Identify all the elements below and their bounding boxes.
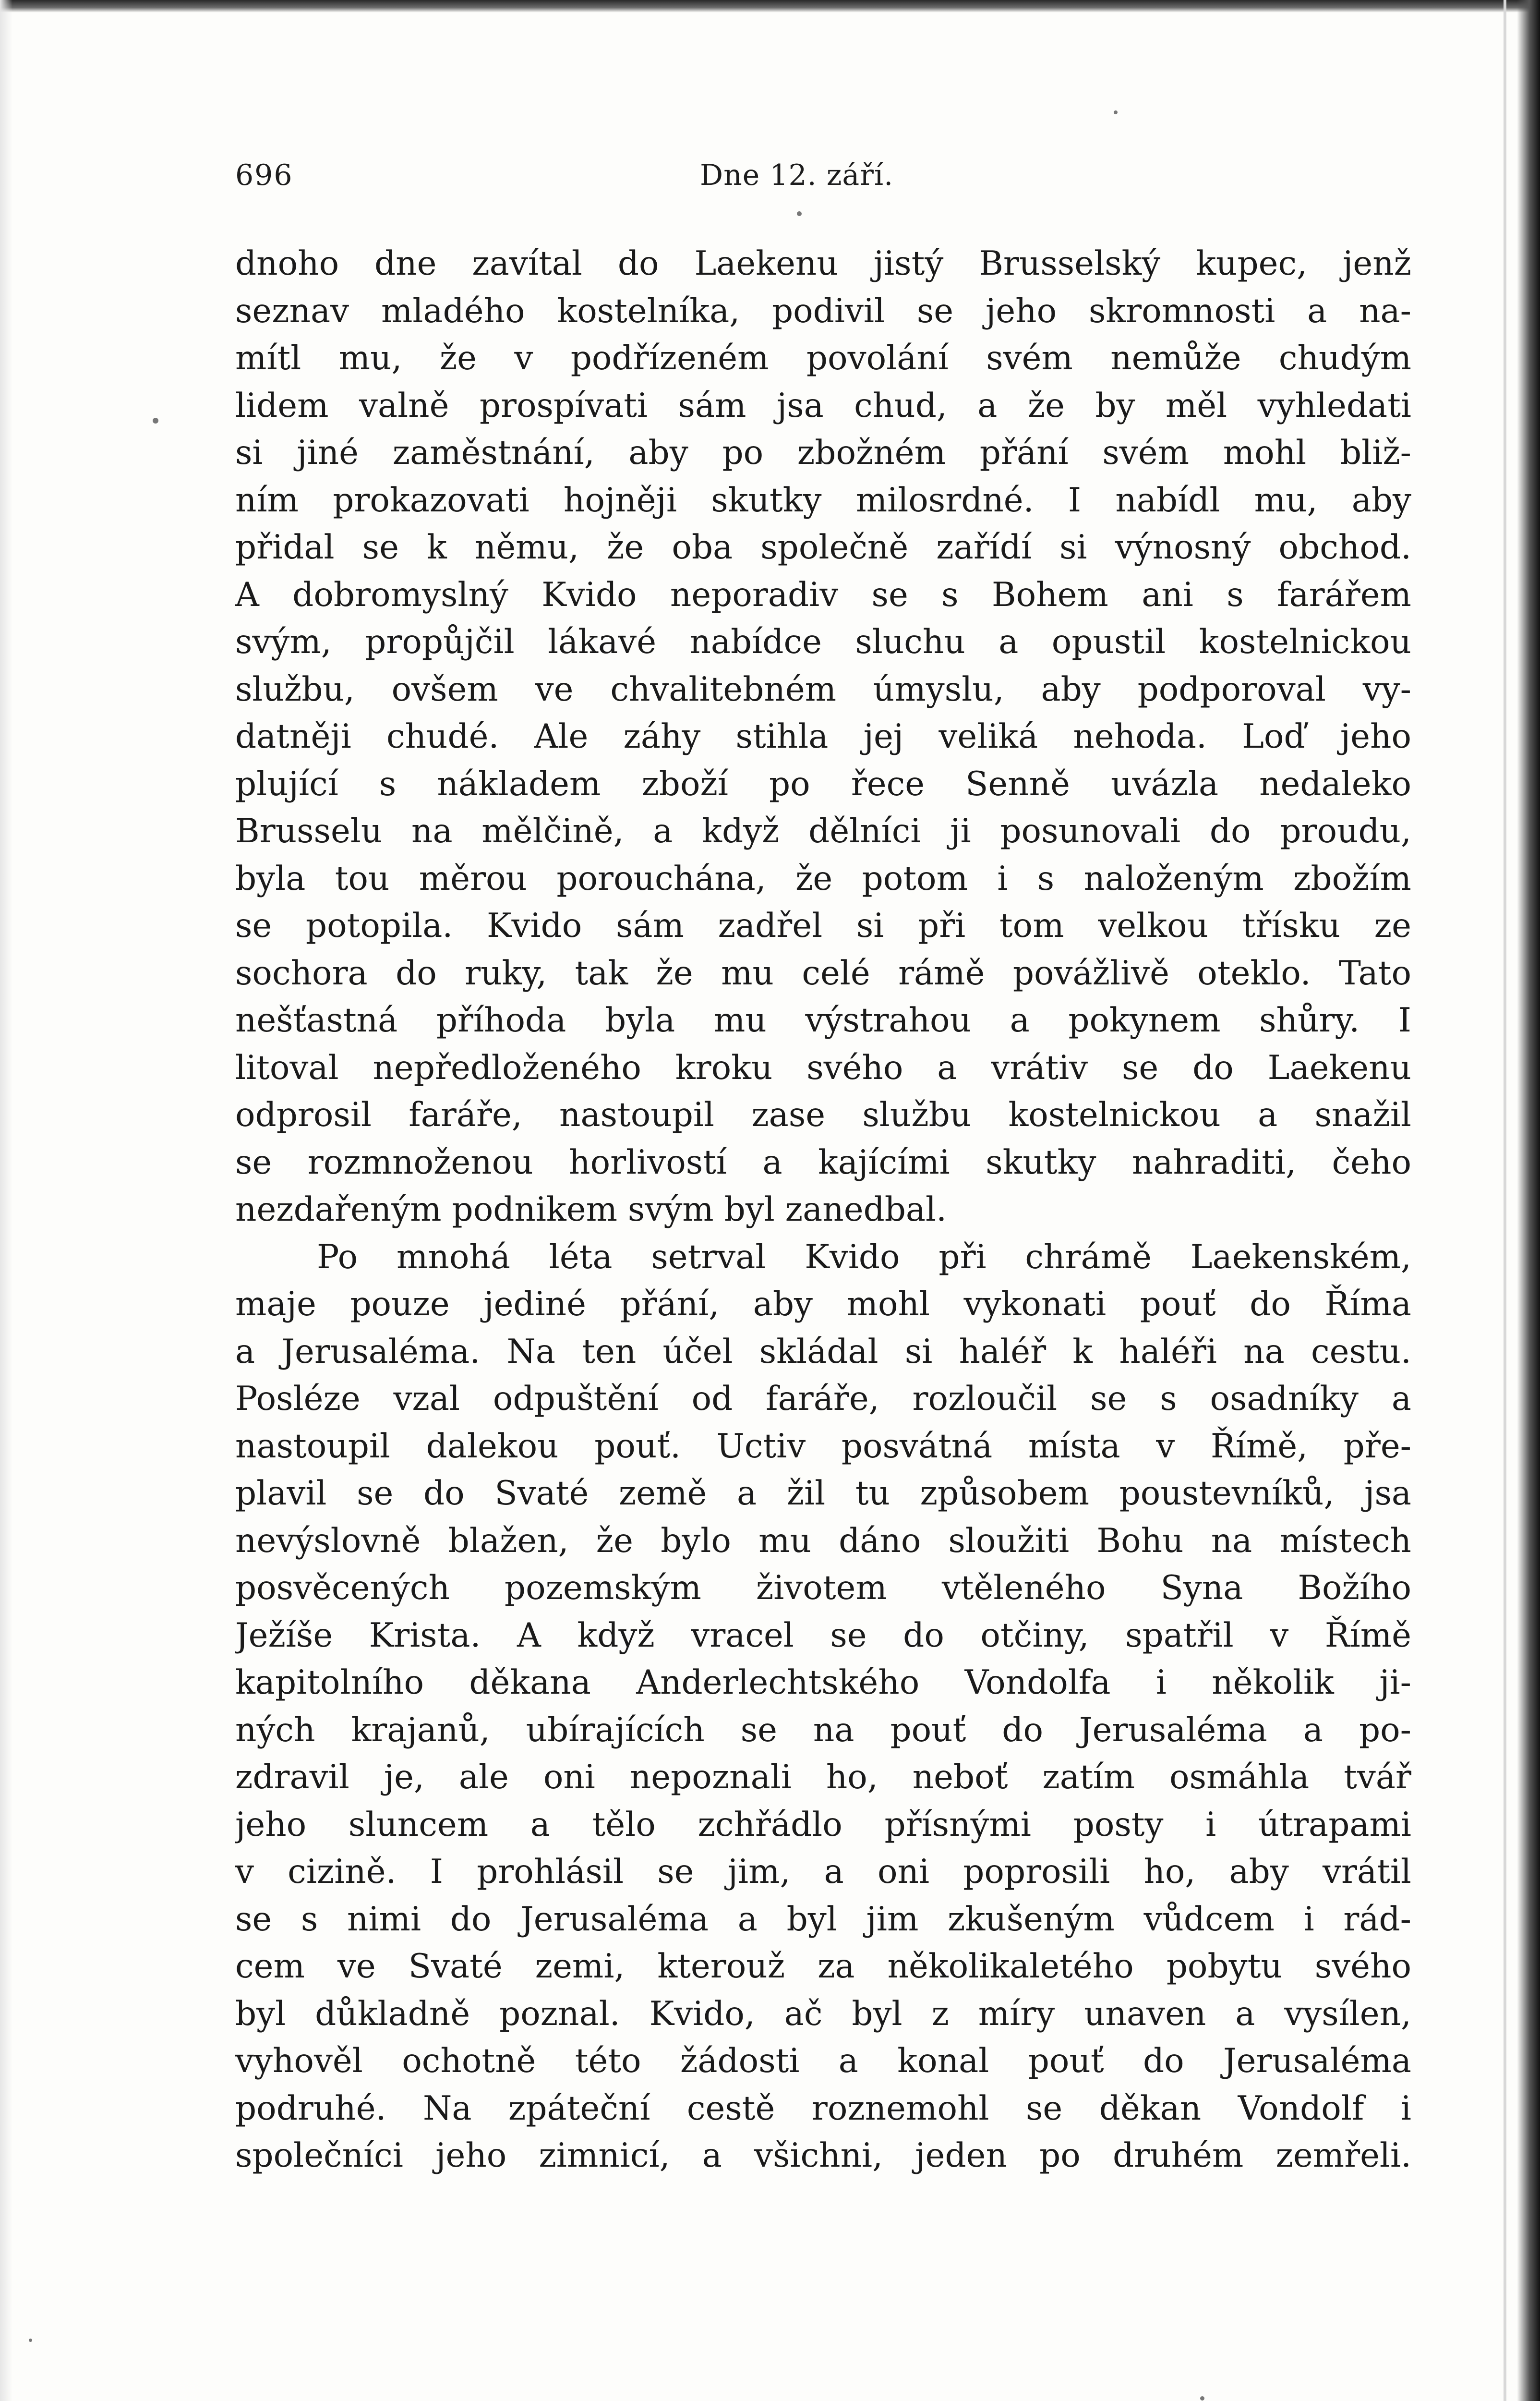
text-line: si jiné zaměstnání, aby po zbožném přání svém mohl bliž-: [235, 434, 1411, 472]
text-line: kapitolního děkana Anderlechtského Vondolfa i několik ji-: [235, 1663, 1411, 1702]
scan-speck: [1114, 110, 1118, 114]
scan-speck: [29, 2339, 32, 2342]
text-line: byla tou měrou porouchána, že potom i s naloženým zbožím: [235, 859, 1411, 898]
scan-edge-top: [0, 0, 1540, 12]
text-line: lidem valně prospívati sám jsa chud, a že by měl vyhledati: [235, 386, 1411, 425]
text-line: a Jerusaléma. Na ten účel skládal si haléř k haléři na cestu.: [235, 1332, 1411, 1371]
text-line: nevýslovně blažen, že bylo mu dáno sloužiti Bohu na místech: [235, 1521, 1411, 1560]
text-line: přidal se k němu, že oba společně zařídí si výnosný obchod.: [235, 528, 1411, 567]
scan-edge-right-inner: [1504, 0, 1506, 2401]
paragraph-first-line: Po mnohá léta setrval Kvido při chrámě Laekenském,: [317, 1237, 1411, 1276]
text-line: se potopila. Kvido sám zadřel si při tom velkou třísku ze: [235, 907, 1411, 945]
text-line: sochora do ruky, tak že mu celé rámě povážlivě oteklo. Tato: [235, 954, 1411, 993]
text-line: ných krajanů, ubírajících se na pouť do Jerusaléma a po-: [235, 1710, 1411, 1749]
text-line: plavil se do Svaté země a žil tu způsobem poustevníků, jsa: [235, 1474, 1411, 1513]
text-line: datněji chudé. Ale záhy stihla jej veliká nehoda. Loď jeho: [235, 717, 1411, 756]
body-text: [235, 240, 1411, 2180]
text-line: Posléze vzal odpuštění od faráře, rozloučil se s osadníky a: [235, 1380, 1411, 1418]
text-line: se rozmnoženou horlivostí a kajícími skutky nahraditi, čeho: [235, 1143, 1411, 1182]
text-line: svým, propůjčil lákavé nabídce sluchu a opustil kostelnickou: [235, 623, 1411, 661]
text-line: vyhověl ochotně této žádosti a konal pouť do Jerusaléma: [235, 2042, 1411, 2080]
text-line: v cizině. I prohlásil se jim, a oni poprosili ho, aby vrátil: [235, 1853, 1411, 1891]
text-line: Brusselu na mělčině, a když dělníci ji posunovali do proudu,: [235, 812, 1411, 850]
text-line: Ježíše Krista. A když vracel se do otčiny, spatřil v Římě: [235, 1616, 1411, 1655]
text-line: společníci jeho zimnicí, a všichni, jeden po druhém zemřeli.: [235, 2136, 1411, 2175]
text-line: byl důkladně poznal. Kvido, ač byl z míry unaven a vysílen,: [235, 1994, 1411, 2033]
text-line: plující s nákladem zboží po řece Senně uvázla nedaleko: [235, 764, 1411, 803]
page-header: [235, 158, 1411, 197]
text-line: seznav mladého kostelníka, podivil se jeho skromnosti a na-: [235, 291, 1411, 330]
scan-speck: [153, 418, 158, 424]
scan-speck: [797, 211, 802, 216]
scan-edge-left: [0, 0, 12, 2401]
text-line: se s nimi do Jerusaléma a byl jim zkušeným vůdcem i rád-: [235, 1900, 1411, 1939]
text-line: odprosil faráře, nastoupil zase službu kostelnickou a snažil: [235, 1096, 1411, 1134]
text-line: ním prokazovati hojněji skutky milosrdné. I nabídl mu, aby: [235, 481, 1411, 520]
text-line: maje pouze jediné přání, aby mohl vykonati pouť do Říma: [235, 1285, 1411, 1323]
scan-speck: [1200, 2396, 1204, 2401]
text-line: litoval nepředloženého kroku svého a vrátiv se do Laekenu: [235, 1048, 1411, 1087]
text-line: A dobromyslný Kvido neporadiv se s Bohem ani s farářem: [235, 575, 1411, 614]
text-line: zdravil je, ale oni nepoznali ho, neboť zatím osmáhla tvář: [235, 1758, 1411, 1796]
page-number: 696: [235, 158, 293, 192]
running-title: Dne 12. září.: [700, 158, 894, 192]
text-line: nešťastná příhoda byla mu výstrahou a pokynem shůry. I: [235, 1001, 1411, 1040]
text-line: nastoupil dalekou pouť. Uctiv posvátná místa v Římě, pře-: [235, 1427, 1411, 1466]
text-line: posvěcených pozemským životem vtěleného Syna Božího: [235, 1569, 1411, 1607]
text-line: dnoho dne zavítal do Laekenu jistý Brusselský kupec, jenž: [235, 244, 1411, 283]
text-line: jeho sluncem a tělo zchřádlo přísnými posty i útrapami: [235, 1805, 1411, 1844]
text-line: mítl mu, že v podřízeném povolání svém nemůže chudým: [235, 339, 1411, 377]
paragraph-last-line: nezdařeným podnikem svým byl zanedbal.: [235, 1190, 947, 1229]
scan-edge-right: [1517, 0, 1540, 2401]
text-line: podruhé. Na zpáteční cestě roznemohl se děkan Vondolf i: [235, 2089, 1411, 2128]
text-line: službu, ovšem ve chvalitebném úmyslu, aby podporoval vy-: [235, 670, 1411, 709]
text-line: cem ve Svaté zemi, kterouž za několikaletého pobytu svého: [235, 1947, 1411, 1986]
